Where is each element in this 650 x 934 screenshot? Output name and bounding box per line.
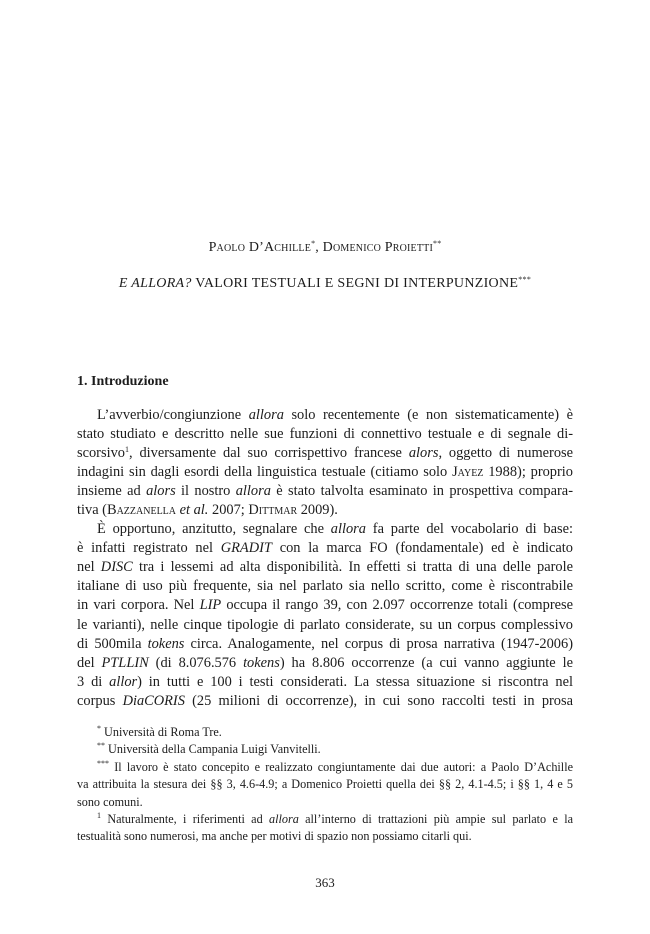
- italic-term: tokens: [147, 635, 185, 652]
- footnote-mark: 1: [97, 810, 101, 820]
- text-span: di 500mila: [77, 635, 148, 652]
- text-span: L’avverbio/congiunzione: [97, 407, 249, 423]
- italic-term: alors: [408, 445, 439, 462]
- text-span: corpus: [77, 692, 123, 709]
- footnote: [77, 724, 573, 741]
- text-line: [77, 673, 573, 692]
- footnote-text: Università di Roma Tre.: [104, 725, 222, 739]
- text-span: insieme ad: [77, 483, 147, 500]
- author-name: Paolo D’Achille: [208, 240, 312, 255]
- text-span: il nostro: [175, 483, 236, 500]
- text-span: (25 milioni di occorrenze), in cui sono raccolti testi in prosa: [184, 692, 573, 709]
- text-span: del: [77, 654, 102, 671]
- italic-term: GRADIT: [220, 540, 272, 557]
- text-span: ) ha 8.806 occorrenze (a cui vanno aggiunte le: [279, 654, 573, 671]
- text-span: 1988); proprio: [483, 464, 573, 481]
- text-span: tra i lessemi ad alta disponibilità. In effetti si tratta di una delle parole: [132, 559, 573, 576]
- text-span: È opportuno, anzitutto, segnalare che: [97, 521, 331, 538]
- text-span: tiva (: [77, 502, 107, 519]
- text-line: [77, 539, 573, 558]
- footnote-mark: **: [433, 239, 442, 248]
- footnote-text: all’interno di trattazioni più ampie sul parlato e la: [298, 811, 574, 826]
- italic-term: allora: [248, 407, 284, 423]
- footnote-continuation: testualità sono numerosi, ma anche per motivi di spazio non possiamo citarli qui.: [77, 829, 472, 844]
- italic-term: PTLLIN: [101, 654, 149, 671]
- text-span: 2007;: [208, 502, 249, 519]
- text-span: ) in tutti e 100 i testi considerati. La stessa situazione si riscontra nel: [137, 673, 573, 690]
- text-line: stato studiato e descritto nelle sue funzioni di connettivo testuale e di segnale di-: [77, 426, 573, 443]
- italic-term: tokens: [243, 654, 280, 671]
- italic-term: DISC: [100, 559, 133, 576]
- text-line: [77, 558, 573, 577]
- italic-term: allora: [235, 483, 271, 500]
- text-span: in vari corpora. Nel: [77, 597, 200, 614]
- author-line: [0, 239, 650, 257]
- footnote-text: Naturalmente, i riferimenti ad: [107, 811, 270, 826]
- text-line: italiane di uso più frequente, sia nel parlato sia nello scritto, come è riscontrabile: [77, 578, 573, 595]
- section-heading: 1. Introduzione: [77, 374, 169, 389]
- text-span: scorsivo: [77, 445, 125, 462]
- text-line: le varianti), nelle cinque tipologie di parlato considerate, su un corpus complessivo: [77, 616, 573, 633]
- text-line: [77, 654, 573, 673]
- author-separator: ,: [315, 240, 323, 255]
- text-line: [77, 444, 573, 463]
- body-text: [77, 406, 573, 711]
- footnote: [77, 759, 573, 776]
- page-number: 363: [315, 875, 335, 890]
- text-line: [77, 596, 573, 615]
- footnote-text: Università della Campania Luigi Vanvitelli.: [108, 742, 321, 757]
- text-line: [77, 406, 573, 425]
- footnote-text: Il lavoro è stato concepito e realizzato congiuntamente dai due autori: a Paolo D’Achille: [114, 759, 573, 774]
- footnote-mark: ***: [518, 275, 532, 284]
- italic-term: allora: [330, 521, 366, 538]
- text-line: [77, 501, 573, 520]
- text-span: occupa il rango 39, con 2.097 occorrenze totali (comprese: [221, 597, 573, 614]
- footnote-mark: *: [311, 239, 316, 248]
- cited-author: Bazzanella: [106, 502, 177, 519]
- text-span: (di 8.076.576: [148, 654, 244, 671]
- footnote-continuation: sono comuni.: [77, 794, 143, 809]
- text-line: [77, 482, 573, 501]
- paper-title: [0, 275, 650, 293]
- text-span: fa parte del vocabolario di base:: [365, 521, 573, 538]
- text-line: [77, 635, 573, 654]
- footnote-ref[interactable]: 1: [124, 445, 129, 455]
- text-line: [77, 692, 573, 711]
- text-span: , diversamente dal suo corrispettivo francese: [128, 445, 409, 462]
- italic-term: DiaCORIS: [122, 692, 185, 709]
- cited-author: Jayez: [452, 464, 484, 481]
- title-italic: E ALLORA?: [118, 276, 192, 291]
- text-span: con la marca FO (fondamentale) ed è indicato: [271, 540, 573, 557]
- text-span: nel: [77, 559, 101, 576]
- text-span: 3 di: [77, 673, 110, 690]
- footnote-mark: *: [97, 724, 101, 733]
- italic-term: LIP: [199, 597, 222, 614]
- text-span: è stato talvolta esaminato in prospettiva compara-: [270, 483, 573, 500]
- footnote-continuation: va attribuita la stesura dei §§ 3, 4.6-4.9; a Domenico Proietti quella dei §§ 2, 4.1-4.5; i §§ 1, 4 e 5: [77, 777, 573, 792]
- footnote-mark: ***: [97, 758, 109, 768]
- text-line: [77, 520, 573, 539]
- text-span: indagini sin dagli esordi della linguistica testuale (citiamo solo: [77, 464, 453, 481]
- footnotes: [77, 724, 573, 846]
- footnote-mark: **: [97, 741, 105, 751]
- text-line: [77, 463, 573, 482]
- author-name: Domenico Proietti: [322, 240, 434, 255]
- text-span: solo recentemente (e non sistematicamente) è: [283, 407, 573, 423]
- italic-term: allora: [269, 811, 299, 826]
- title-text: VALORI TESTUALI E SEGNI DI INTERPUNZIONE: [191, 276, 519, 291]
- text-span: è infatti registrato nel: [77, 540, 221, 557]
- cited-author: Dittmar: [248, 502, 298, 519]
- italic-term: alors: [146, 483, 176, 500]
- text-span: , oggetto di numerose: [438, 445, 573, 462]
- footnote: [77, 811, 573, 828]
- text-span: 2009).: [297, 502, 338, 519]
- footnote: [77, 741, 573, 758]
- italic-term: et al.: [179, 502, 209, 519]
- italic-term: allor: [109, 673, 138, 690]
- text-span: circa. Analogamente, nel corpus di prosa narrativa (1947-2006): [184, 635, 573, 652]
